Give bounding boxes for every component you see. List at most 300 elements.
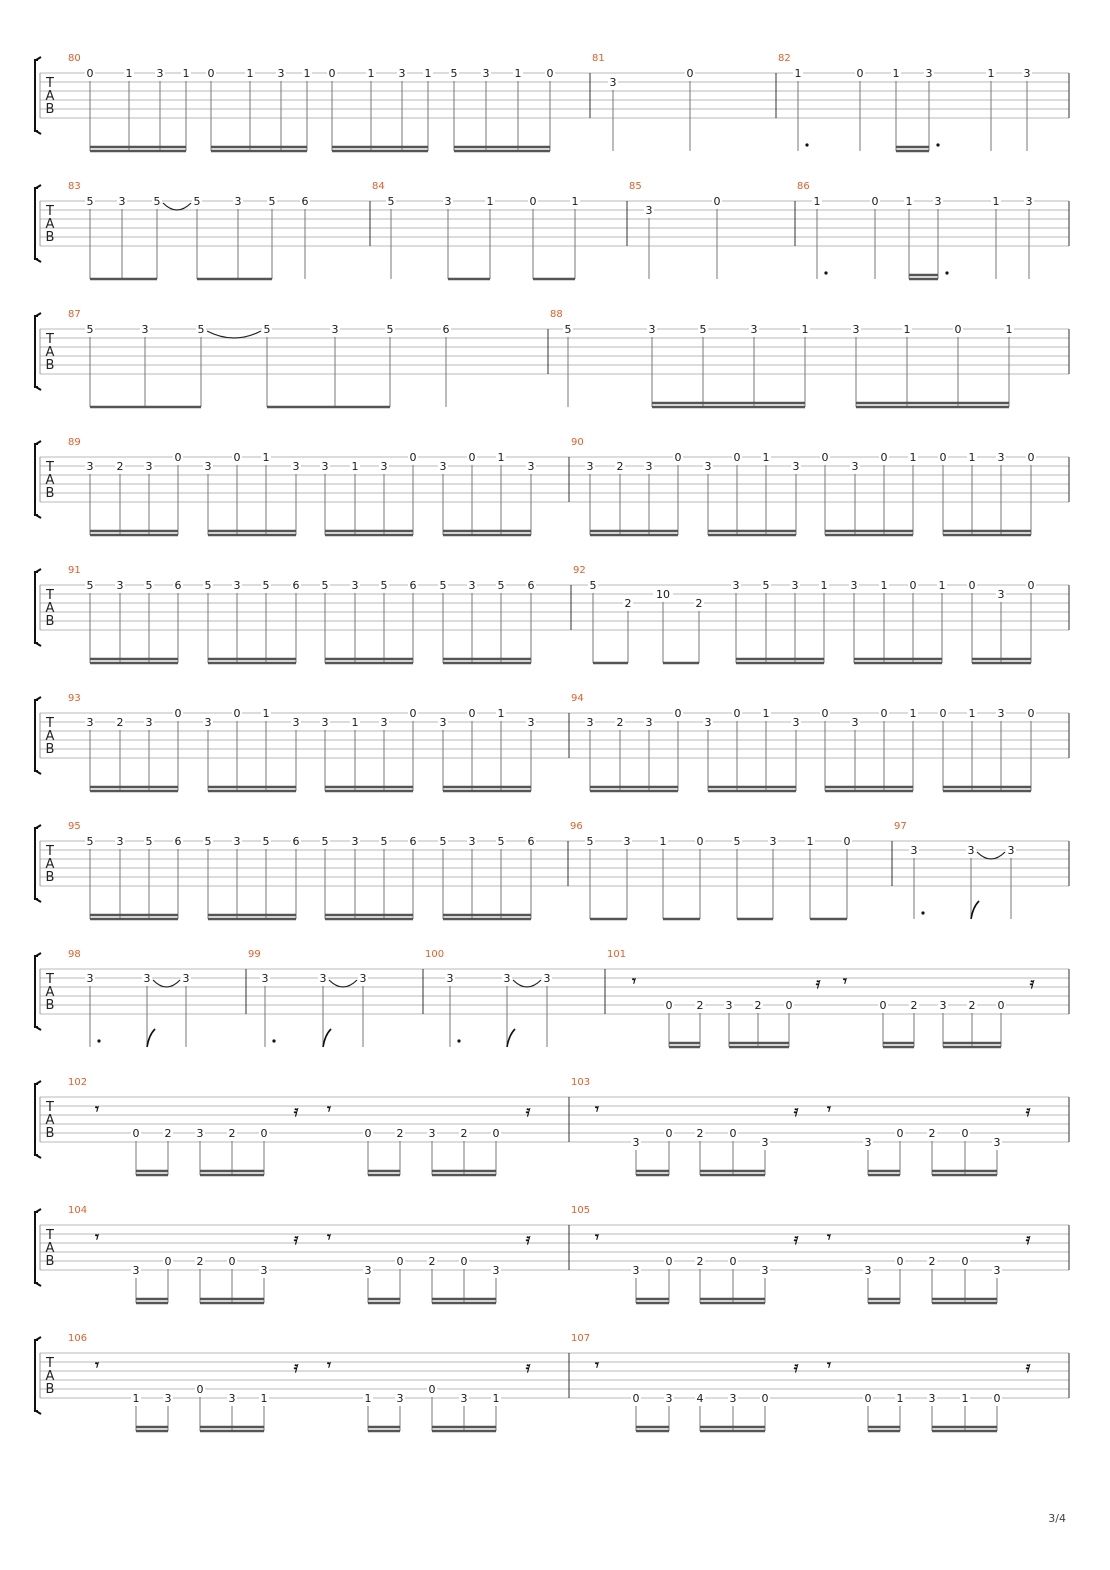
staff-bracket bbox=[35, 1212, 38, 1283]
measure-number: 86 bbox=[797, 181, 810, 192]
rhythm-dot bbox=[824, 271, 827, 274]
fret-number: 3 bbox=[380, 460, 388, 473]
fret-number: 5 bbox=[380, 835, 388, 848]
fret-number: 1 bbox=[514, 67, 522, 80]
fret-number: 1 bbox=[182, 67, 190, 80]
fret-number: 3 bbox=[439, 460, 447, 473]
fret-number: 3 bbox=[645, 204, 653, 217]
fret-number: 3 bbox=[446, 972, 454, 985]
fret-number: 0 bbox=[632, 1392, 640, 1405]
fret-number: 6 bbox=[292, 579, 300, 592]
fret-number: 3 bbox=[928, 1392, 936, 1405]
measure-number: 101 bbox=[607, 949, 627, 960]
sixteenth-rest: 𝄿 bbox=[525, 1230, 531, 1248]
fret-number: 3 bbox=[1007, 844, 1015, 857]
fret-number: 0 bbox=[686, 67, 694, 80]
tab-clef-letter-b: B bbox=[45, 614, 55, 629]
rhythm-dot bbox=[805, 143, 808, 146]
fret-number: 6 bbox=[301, 195, 309, 208]
tab-clef-letter-b: B bbox=[45, 1254, 55, 1269]
tab-clef-letter-a: A bbox=[45, 1369, 55, 1384]
bracket-bottom-hook bbox=[36, 899, 41, 902]
measure-number: 87 bbox=[68, 309, 81, 320]
fret-number: 6 bbox=[527, 579, 535, 592]
fret-number: 3 bbox=[527, 460, 535, 473]
bracket-bottom-hook bbox=[36, 771, 41, 774]
sixteenth-rest: 𝄿 bbox=[793, 1230, 799, 1248]
measure-number: 99 bbox=[248, 949, 261, 960]
staff-bracket bbox=[35, 60, 38, 131]
fret-number: 3 bbox=[725, 999, 733, 1012]
tab-clef-letter-b: B bbox=[45, 230, 55, 245]
fret-number: 3 bbox=[141, 323, 149, 336]
bracket-bottom-hook bbox=[36, 131, 41, 134]
fret-number: 2 bbox=[460, 1127, 468, 1140]
fret-number: 0 bbox=[880, 707, 888, 720]
fret-number: 3 bbox=[233, 579, 241, 592]
note-flag bbox=[507, 1029, 515, 1047]
sixteenth-rest: 𝄿 bbox=[1025, 1102, 1031, 1120]
sixteenth-rest: 𝄿 bbox=[1029, 974, 1035, 992]
rhythm-dot bbox=[936, 143, 939, 146]
fret-number: 3 bbox=[116, 835, 124, 848]
fret-number: 3 bbox=[997, 707, 1005, 720]
measure-number: 95 bbox=[68, 821, 81, 832]
fret-number: 2 bbox=[228, 1127, 236, 1140]
eighth-rest: 𝄾 bbox=[827, 1356, 831, 1374]
measure-number: 91 bbox=[68, 565, 81, 576]
fret-number: 0 bbox=[674, 451, 682, 464]
sixteenth-rest: 𝄿 bbox=[293, 1102, 299, 1120]
fret-number: 3 bbox=[792, 716, 800, 729]
fret-number: 3 bbox=[396, 1392, 404, 1405]
measure-number: 92 bbox=[573, 565, 586, 576]
fret-number: 0 bbox=[428, 1383, 436, 1396]
fret-number: 3 bbox=[86, 972, 94, 985]
tab-clef-letter-t: T bbox=[46, 1356, 54, 1371]
sixteenth-rest: 𝄿 bbox=[293, 1358, 299, 1376]
fret-number: 0 bbox=[785, 999, 793, 1012]
fret-number: 0 bbox=[961, 1127, 969, 1140]
fret-number: 1 bbox=[246, 67, 254, 80]
fret-number: 5 bbox=[193, 195, 201, 208]
fret-number: 5 bbox=[321, 579, 329, 592]
tie-arc bbox=[329, 980, 357, 987]
fret-number: 3 bbox=[260, 1264, 268, 1277]
fret-number: 3 bbox=[156, 67, 164, 80]
fret-number: 5 bbox=[262, 579, 270, 592]
measure-number: 93 bbox=[68, 693, 81, 704]
fret-number: 0 bbox=[729, 1127, 737, 1140]
fret-number: 5 bbox=[86, 579, 94, 592]
tab-clef-letter-b: B bbox=[45, 1126, 55, 1141]
fret-number: 10 bbox=[656, 588, 670, 601]
measure-number: 96 bbox=[570, 821, 583, 832]
fret-number: 3 bbox=[792, 460, 800, 473]
eighth-rest: 𝄾 bbox=[843, 972, 847, 990]
fret-number: 0 bbox=[665, 999, 673, 1012]
bracket-bottom-hook bbox=[36, 1411, 41, 1414]
fret-number: 5 bbox=[497, 579, 505, 592]
tab-clef-letter-b: B bbox=[45, 486, 55, 501]
fret-number: 3 bbox=[609, 76, 617, 89]
fret-number: 3 bbox=[428, 1127, 436, 1140]
tab-clef-letter-b: B bbox=[45, 742, 55, 757]
fret-number: 0 bbox=[86, 67, 94, 80]
fret-number: 6 bbox=[442, 323, 450, 336]
fret-number: 3 bbox=[132, 1264, 140, 1277]
fret-number: 0 bbox=[993, 1392, 1001, 1405]
fret-number: 1 bbox=[938, 579, 946, 592]
fret-number: 1 bbox=[424, 67, 432, 80]
staff-bracket bbox=[35, 1084, 38, 1155]
fret-number: 0 bbox=[997, 999, 1005, 1012]
bracket-bottom-hook bbox=[36, 643, 41, 646]
sixteenth-rest: 𝄿 bbox=[525, 1102, 531, 1120]
fret-number: 3 bbox=[398, 67, 406, 80]
fret-number: 2 bbox=[928, 1255, 936, 1268]
tab-clef-letter-b: B bbox=[45, 998, 55, 1013]
fret-number: 3 bbox=[364, 1264, 372, 1277]
measure-number: 90 bbox=[571, 437, 584, 448]
fret-number: 3 bbox=[503, 972, 511, 985]
tab-clef-letter-a: A bbox=[45, 473, 55, 488]
eighth-rest: 𝄾 bbox=[595, 1228, 599, 1246]
fret-number: 2 bbox=[968, 999, 976, 1012]
fret-number: 3 bbox=[732, 579, 740, 592]
fret-number: 3 bbox=[118, 195, 126, 208]
fret-number: 3 bbox=[645, 716, 653, 729]
fret-number: 0 bbox=[939, 707, 947, 720]
tab-clef-letter-a: A bbox=[45, 217, 55, 232]
fret-number: 6 bbox=[409, 579, 417, 592]
fret-number: 3 bbox=[704, 460, 712, 473]
staff-bracket bbox=[35, 1340, 38, 1411]
eighth-rest: 𝄾 bbox=[95, 1356, 99, 1374]
fret-number: 3 bbox=[934, 195, 942, 208]
fret-number: 5 bbox=[145, 579, 153, 592]
tab-clef-letter-t: T bbox=[46, 332, 54, 347]
fret-number: 3 bbox=[292, 460, 300, 473]
fret-number: 3 bbox=[993, 1264, 1001, 1277]
fret-number: 3 bbox=[769, 835, 777, 848]
tab-clef-letter-t: T bbox=[46, 1100, 54, 1115]
tab-clef-letter-t: T bbox=[46, 972, 54, 987]
fret-number: 3 bbox=[586, 716, 594, 729]
note-flag bbox=[971, 901, 979, 919]
tab-clef-letter-a: A bbox=[45, 345, 55, 360]
fret-number: 0 bbox=[174, 707, 182, 720]
fret-number: 1 bbox=[794, 67, 802, 80]
fret-number: 5 bbox=[86, 323, 94, 336]
fret-number: 0 bbox=[665, 1255, 673, 1268]
fret-number: 3 bbox=[182, 972, 190, 985]
fret-number: 1 bbox=[303, 67, 311, 80]
fret-number: 3 bbox=[86, 460, 94, 473]
fret-number: 2 bbox=[396, 1127, 404, 1140]
fret-number: 0 bbox=[713, 195, 721, 208]
fret-number: 3 bbox=[145, 716, 153, 729]
fret-number: 3 bbox=[527, 716, 535, 729]
fret-number: 0 bbox=[174, 451, 182, 464]
bracket-top-hook bbox=[36, 1209, 41, 1212]
measure-number: 82 bbox=[778, 53, 791, 64]
fret-number: 0 bbox=[228, 1255, 236, 1268]
fret-number: 1 bbox=[762, 707, 770, 720]
fret-number: 3 bbox=[586, 460, 594, 473]
fret-number: 3 bbox=[143, 972, 151, 985]
fret-number: 1 bbox=[659, 835, 667, 848]
fret-number: 0 bbox=[954, 323, 962, 336]
fret-number: 5 bbox=[86, 835, 94, 848]
fret-number: 2 bbox=[164, 1127, 172, 1140]
bracket-top-hook bbox=[36, 953, 41, 956]
tab-clef-letter-a: A bbox=[45, 857, 55, 872]
staff-bracket bbox=[35, 700, 38, 771]
sixteenth-rest: 𝄿 bbox=[793, 1102, 799, 1120]
tab-clef-letter-a: A bbox=[45, 601, 55, 616]
staff-bracket bbox=[35, 188, 38, 259]
fret-number: 5 bbox=[733, 835, 741, 848]
bracket-top-hook bbox=[36, 1081, 41, 1084]
fret-number: 2 bbox=[910, 999, 918, 1012]
fret-number: 3 bbox=[761, 1264, 769, 1277]
fret-number: 1 bbox=[987, 67, 995, 80]
fret-number: 3 bbox=[665, 1392, 673, 1405]
fret-number: 0 bbox=[260, 1127, 268, 1140]
tie-arc bbox=[153, 980, 180, 987]
fret-number: 0 bbox=[696, 835, 704, 848]
tab-clef-letter-t: T bbox=[46, 588, 54, 603]
fret-number: 5 bbox=[153, 195, 161, 208]
sixteenth-rest: 𝄿 bbox=[293, 1230, 299, 1248]
fret-number: 3 bbox=[359, 972, 367, 985]
staff-bracket bbox=[35, 444, 38, 515]
fret-number: 3 bbox=[851, 460, 859, 473]
note-flag bbox=[147, 1029, 155, 1047]
fret-number: 3 bbox=[321, 460, 329, 473]
fret-number: 5 bbox=[263, 323, 271, 336]
fret-number: 0 bbox=[909, 579, 917, 592]
fret-number: 3 bbox=[319, 972, 327, 985]
fret-number: 3 bbox=[321, 716, 329, 729]
fret-number: 3 bbox=[632, 1136, 640, 1149]
staff-bracket bbox=[35, 828, 38, 899]
fret-number: 3 bbox=[993, 1136, 1001, 1149]
fret-number: 3 bbox=[261, 972, 269, 985]
fret-number: 2 bbox=[116, 460, 124, 473]
tab-clef-letter-t: T bbox=[46, 204, 54, 219]
measure-number: 104 bbox=[68, 1205, 88, 1216]
fret-number: 3 bbox=[164, 1392, 172, 1405]
fret-number: 3 bbox=[228, 1392, 236, 1405]
tab-clef-letter-a: A bbox=[45, 89, 55, 104]
fret-number: 0 bbox=[871, 195, 879, 208]
fret-number: 3 bbox=[925, 67, 933, 80]
eighth-rest: 𝄾 bbox=[827, 1100, 831, 1118]
measure-number: 85 bbox=[629, 181, 642, 192]
fret-number: 0 bbox=[864, 1392, 872, 1405]
measure-number: 103 bbox=[571, 1077, 591, 1088]
tab-clef-letter-b: B bbox=[45, 358, 55, 373]
eighth-rest: 𝄾 bbox=[595, 1100, 599, 1118]
fret-number: 6 bbox=[174, 579, 182, 592]
bracket-bottom-hook bbox=[36, 387, 41, 390]
bracket-bottom-hook bbox=[36, 1155, 41, 1158]
fret-number: 3 bbox=[864, 1264, 872, 1277]
measure-number: 89 bbox=[68, 437, 81, 448]
fret-number: 0 bbox=[207, 67, 215, 80]
fret-number: 2 bbox=[928, 1127, 936, 1140]
staff-bracket bbox=[35, 316, 38, 387]
bracket-top-hook bbox=[36, 825, 41, 828]
fret-number: 3 bbox=[1023, 67, 1031, 80]
rhythm-dot bbox=[921, 911, 924, 914]
measure-number: 81 bbox=[592, 53, 605, 64]
fret-number: 1 bbox=[896, 1392, 904, 1405]
fret-number: 3 bbox=[145, 460, 153, 473]
fret-number: 2 bbox=[616, 460, 624, 473]
fret-number: 5 bbox=[439, 835, 447, 848]
tab-clef-letter-b: B bbox=[45, 870, 55, 885]
fret-number: 0 bbox=[233, 707, 241, 720]
fret-number: 0 bbox=[733, 451, 741, 464]
page-number: 3/4 bbox=[1048, 1512, 1066, 1525]
fret-number: 3 bbox=[761, 1136, 769, 1149]
fret-number: 3 bbox=[729, 1392, 737, 1405]
bracket-top-hook bbox=[36, 569, 41, 572]
fret-number: 2 bbox=[696, 1127, 704, 1140]
fret-number: 3 bbox=[468, 835, 476, 848]
rhythm-dot bbox=[272, 1039, 275, 1042]
fret-number: 3 bbox=[233, 835, 241, 848]
fret-number: 3 bbox=[234, 195, 242, 208]
note-flag bbox=[323, 1029, 331, 1047]
fret-number: 3 bbox=[910, 844, 918, 857]
fret-number: 1 bbox=[905, 195, 913, 208]
fret-number: 0 bbox=[961, 1255, 969, 1268]
tab-clef-letter-t: T bbox=[46, 1228, 54, 1243]
fret-number: 3 bbox=[351, 579, 359, 592]
fret-number: 1 bbox=[364, 1392, 372, 1405]
fret-number: 5 bbox=[86, 195, 94, 208]
eighth-rest: 𝄾 bbox=[595, 1356, 599, 1374]
fret-number: 5 bbox=[386, 323, 394, 336]
fret-number: 1 bbox=[909, 707, 917, 720]
fret-number: 3 bbox=[997, 588, 1005, 601]
tab-clef-letter-b: B bbox=[45, 1382, 55, 1397]
fret-number: 1 bbox=[892, 67, 900, 80]
fret-number: 1 bbox=[801, 323, 809, 336]
rhythm-dot bbox=[97, 1039, 100, 1042]
fret-number: 0 bbox=[529, 195, 537, 208]
fret-number: 3 bbox=[997, 451, 1005, 464]
measure-number: 97 bbox=[894, 821, 907, 832]
tab-clef-letter-t: T bbox=[46, 460, 54, 475]
fret-number: 5 bbox=[145, 835, 153, 848]
eighth-rest: 𝄾 bbox=[327, 1100, 331, 1118]
fret-number: 3 bbox=[116, 579, 124, 592]
measure-number: 98 bbox=[68, 949, 81, 960]
fret-number: 1 bbox=[351, 716, 359, 729]
sixteenth-rest: 𝄿 bbox=[1025, 1230, 1031, 1248]
fret-number: 6 bbox=[527, 835, 535, 848]
fret-number: 1 bbox=[903, 323, 911, 336]
tab-clef-letter-a: A bbox=[45, 1113, 55, 1128]
fret-number: 1 bbox=[132, 1392, 140, 1405]
sixteenth-rest: 𝄿 bbox=[1025, 1358, 1031, 1376]
fret-number: 3 bbox=[277, 67, 285, 80]
tie-arc bbox=[513, 980, 541, 987]
fret-number: 3 bbox=[967, 844, 975, 857]
bracket-bottom-hook bbox=[36, 515, 41, 518]
eighth-rest: 𝄾 bbox=[632, 972, 636, 990]
bracket-top-hook bbox=[36, 697, 41, 700]
fret-number: 0 bbox=[1027, 707, 1035, 720]
fret-number: 0 bbox=[729, 1255, 737, 1268]
fret-number: 3 bbox=[468, 579, 476, 592]
fret-number: 1 bbox=[968, 451, 976, 464]
tab-clef-letter-a: A bbox=[45, 985, 55, 1000]
fret-number: 5 bbox=[439, 579, 447, 592]
fret-number: 0 bbox=[468, 451, 476, 464]
tie-arc bbox=[977, 852, 1005, 859]
measure-number: 102 bbox=[68, 1077, 88, 1088]
fret-number: 5 bbox=[204, 579, 212, 592]
fret-number: 3 bbox=[460, 1392, 468, 1405]
fret-number: 1 bbox=[571, 195, 579, 208]
fret-number: 5 bbox=[197, 323, 205, 336]
fret-number: 0 bbox=[468, 707, 476, 720]
fret-number: 3 bbox=[864, 1136, 872, 1149]
tab-clef-letter-b: B bbox=[45, 102, 55, 117]
fret-number: 1 bbox=[351, 460, 359, 473]
fret-number: 0 bbox=[939, 451, 947, 464]
measure-number: 106 bbox=[68, 1333, 88, 1344]
fret-number: 3 bbox=[791, 579, 799, 592]
fret-number: 3 bbox=[750, 323, 758, 336]
fret-number: 5 bbox=[586, 835, 594, 848]
fret-number: 5 bbox=[268, 195, 276, 208]
fret-number: 1 bbox=[909, 451, 917, 464]
fret-number: 3 bbox=[351, 835, 359, 848]
bracket-top-hook bbox=[36, 1337, 41, 1340]
fret-number: 3 bbox=[543, 972, 551, 985]
fret-number: 0 bbox=[1027, 579, 1035, 592]
eighth-rest: 𝄾 bbox=[327, 1356, 331, 1374]
fret-number: 0 bbox=[761, 1392, 769, 1405]
eighth-rest: 𝄾 bbox=[827, 1228, 831, 1246]
fret-number: 0 bbox=[856, 67, 864, 80]
fret-number: 1 bbox=[497, 451, 505, 464]
fret-number: 3 bbox=[939, 999, 947, 1012]
fret-number: 3 bbox=[632, 1264, 640, 1277]
staff-bracket bbox=[35, 956, 38, 1027]
fret-number: 0 bbox=[396, 1255, 404, 1268]
fret-number: 5 bbox=[564, 323, 572, 336]
bracket-top-hook bbox=[36, 441, 41, 444]
bracket-top-hook bbox=[36, 185, 41, 188]
fret-number: 6 bbox=[292, 835, 300, 848]
fret-number: 0 bbox=[132, 1127, 140, 1140]
fret-number: 4 bbox=[696, 1392, 704, 1405]
fret-number: 0 bbox=[896, 1127, 904, 1140]
fret-number: 3 bbox=[196, 1127, 204, 1140]
fret-number: 0 bbox=[896, 1255, 904, 1268]
fret-number: 0 bbox=[546, 67, 554, 80]
fret-number: 2 bbox=[428, 1255, 436, 1268]
fret-number: 3 bbox=[204, 460, 212, 473]
